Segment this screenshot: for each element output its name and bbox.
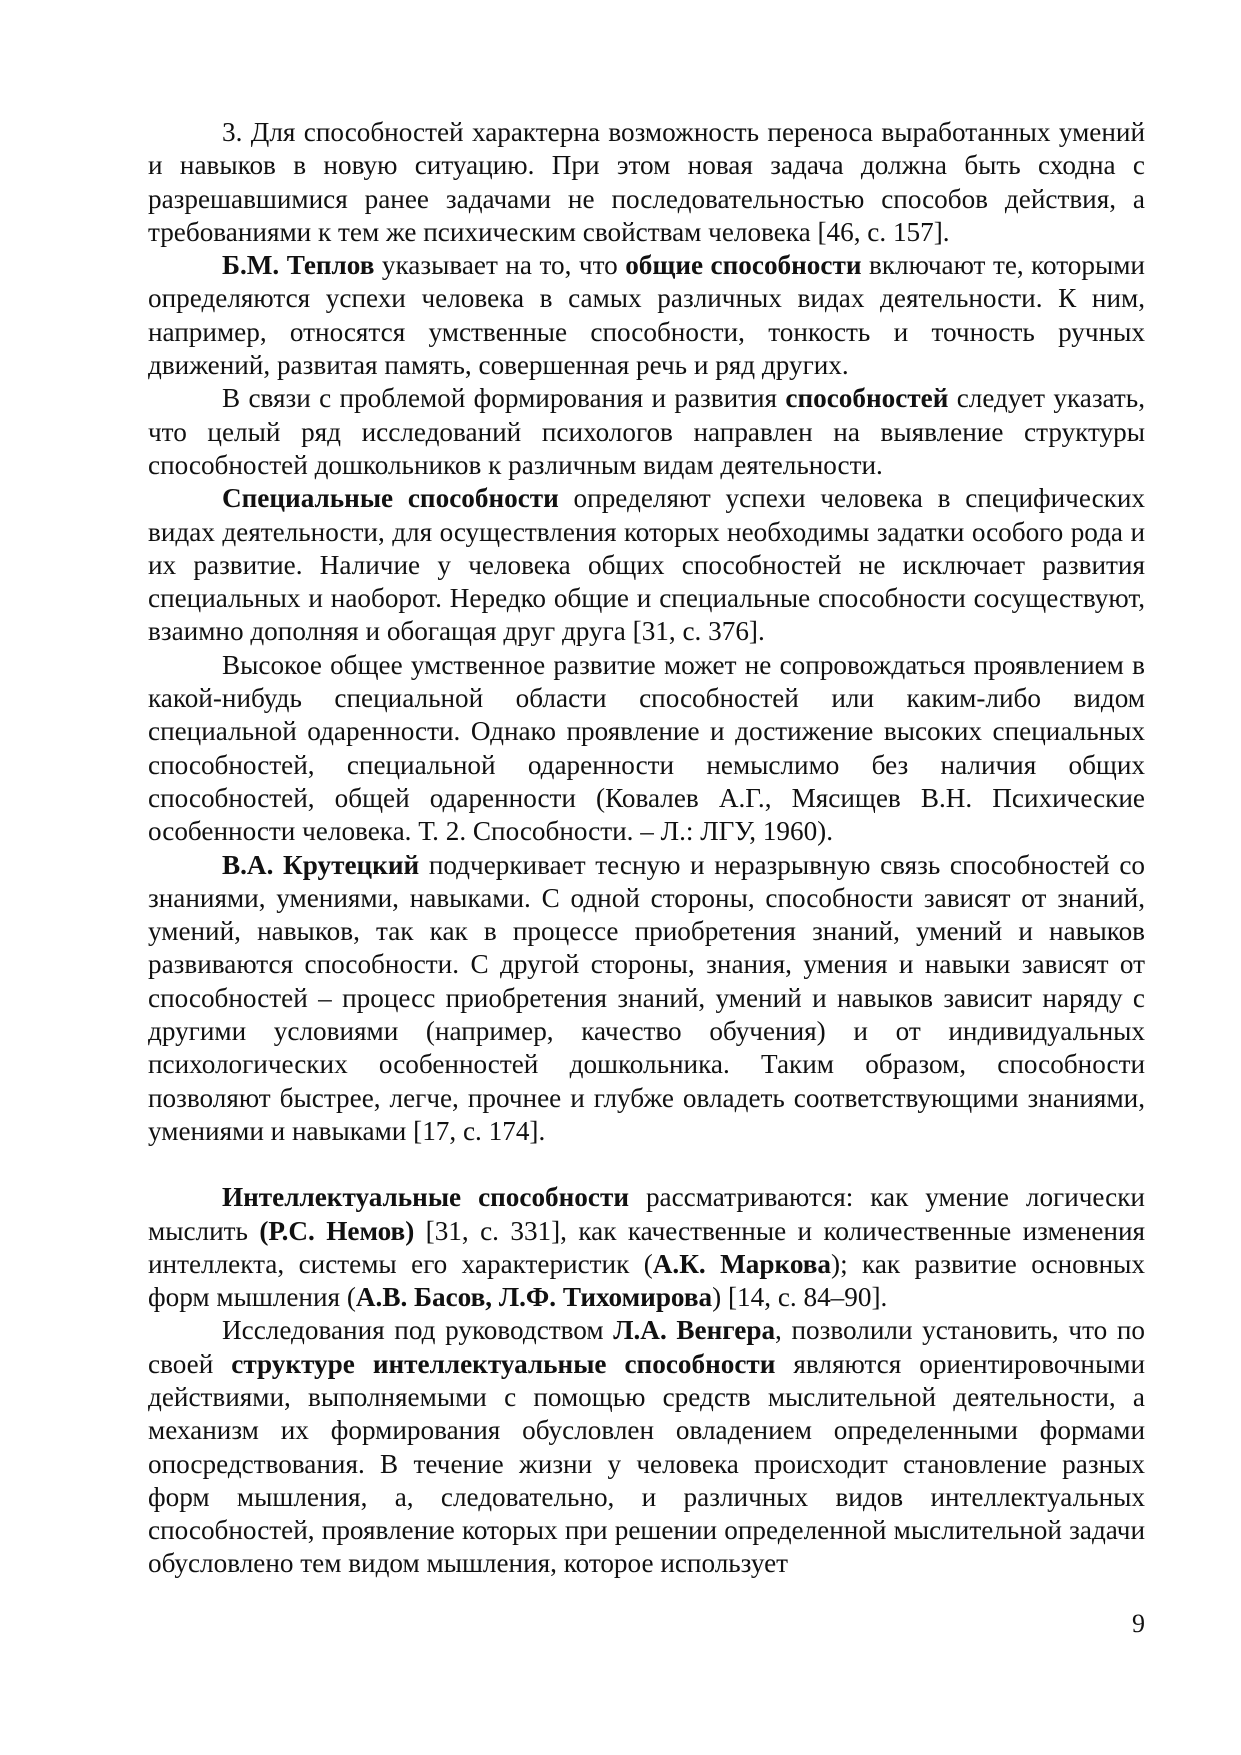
paragraph-intellectual-abilities — [148, 1181, 1145, 1314]
paragraph-text: 3. Для способностей характерна возможность переноса выработанных умений и навыков в новую ситуацию. При этом новая задача должна быть сходна с разрешавшимися ранее задачами не последовательностью способов действия, а требованиями к тем же психическим свойствам человека [46, с. 157]. — [148, 117, 1145, 247]
paragraph-abilities-research — [148, 382, 1145, 482]
key-term: общие способности — [625, 250, 862, 281]
paragraph-text: ); как развитие основных форм мышления ( — [148, 1248, 1145, 1313]
key-term: Специальные способности — [222, 483, 559, 514]
paragraph-text: , позволили установить, что по своей — [148, 1315, 1145, 1379]
paragraph-text: В связи с проблемой формирования и развития — [222, 383, 786, 414]
paragraph-text: включают те, которыми определяются успехи человека в самых различных видах деятельности. К ним, например, относятся умственные способности, тонкость и точность ручных движений, развитая память, совершенная речь и ряд других. — [148, 250, 1145, 381]
key-term: структуре интеллектуальные способности — [231, 1348, 776, 1379]
author-name: А.К. Маркова — [652, 1248, 832, 1279]
author-name: В.А. Крутецкий — [222, 849, 420, 880]
page-number: 9 — [1132, 1609, 1145, 1638]
author-name: А.В. Басов, Л.Ф. Тихомирова — [355, 1282, 713, 1313]
paragraph-special-abilities — [148, 482, 1145, 648]
paragraph-transfer-of-skills — [148, 116, 1145, 249]
paragraph-text: указывает на то, что — [374, 250, 626, 281]
author-name: Б.М. Теплов — [222, 250, 375, 281]
paragraph-krutetsky — [148, 849, 1145, 1149]
paragraph-text: являются ориентировочными действиями, выполняемыми с помощью средств мыслительной деятельности, а механизм их формирования обусловлен овладением определенными формами опосредствования. В течение жизни у человека происходит становление разных форм мышления, а, следовательно, и различных видов интеллектуальных способностей, проявление которых при решении определенной мыслительной задачи обусловлено тем видом мышления, которое использует — [148, 1348, 1145, 1579]
author-name: Л.А. Венгера — [613, 1315, 776, 1346]
key-term: Интеллектуальные способности — [222, 1182, 629, 1213]
document-body — [148, 116, 1145, 1581]
paragraph-text: Исследования под руководством — [222, 1315, 614, 1346]
paragraph-text: ) [14, с. 84–90]. — [712, 1282, 888, 1313]
paragraph-teplov — [148, 249, 1145, 382]
paragraph-text: определяют успехи человека в специфических видах деятельности, для осуществления которых необходимы задатки особого рода и их развитие. Наличие у человека общих способностей не исключает развития специальных и наоборот. Нередко общие и специальные способности сосуществуют, взаимно дополняя и обогащая друг друга [31, с. 376]. — [148, 483, 1145, 647]
paragraph-text: рассматриваются: как умение логически мыслить — [148, 1182, 1145, 1246]
paragraph-spacer — [148, 1148, 1145, 1181]
paragraph-text: Высокое общее умственное развитие может не сопровождаться проявлением в какой-нибудь специальной области способностей или каким-либо видом специальной одаренности. Однако проявление и достижение высоких специальных способностей, специальной одаренности немыслимо без наличия общих способностей, общей одаренности (Ковалев А.Г., Мясищев В.Н. Психические особенности человека. Т. 2. Способности. – Л.: ЛГУ, 1960). — [148, 649, 1145, 847]
paragraph-general-development — [148, 649, 1145, 849]
key-term: способностей — [785, 383, 949, 414]
author-name: (Р.С. Немов) — [259, 1215, 415, 1246]
paragraph-text: [31, с. 331], как качественные и количественные изменения интеллекта, системы его характеристик ( — [148, 1215, 1146, 1279]
paragraph-text: следует указать, что целый ряд исследований психологов направлен на выявление структуры способностей дошкольников к различным видам деятельности. — [148, 383, 1146, 480]
paragraph-venger — [148, 1314, 1145, 1580]
paragraph-text: подчеркивает тесную и неразрывную связь способностей со знаниями, умениями, навыками. С одной стороны, способности зависят от знаний, умений, навыков, так как в процессе приобретения знаний, умений и навыков развиваются способности. С другой стороны, знания, умения и навыки зависят от способностей – процесс приобретения знаний, умений и навыков зависит наряду с другими условиями (например, качество обучения) и от индивидуальных психологических особенностей дошкольника. Таким образом, способности позволяют быстрее, легче, прочнее и глубже овладеть соответствующими знаниями, умениями и навыками [17, с. 174]. — [148, 849, 1145, 1146]
